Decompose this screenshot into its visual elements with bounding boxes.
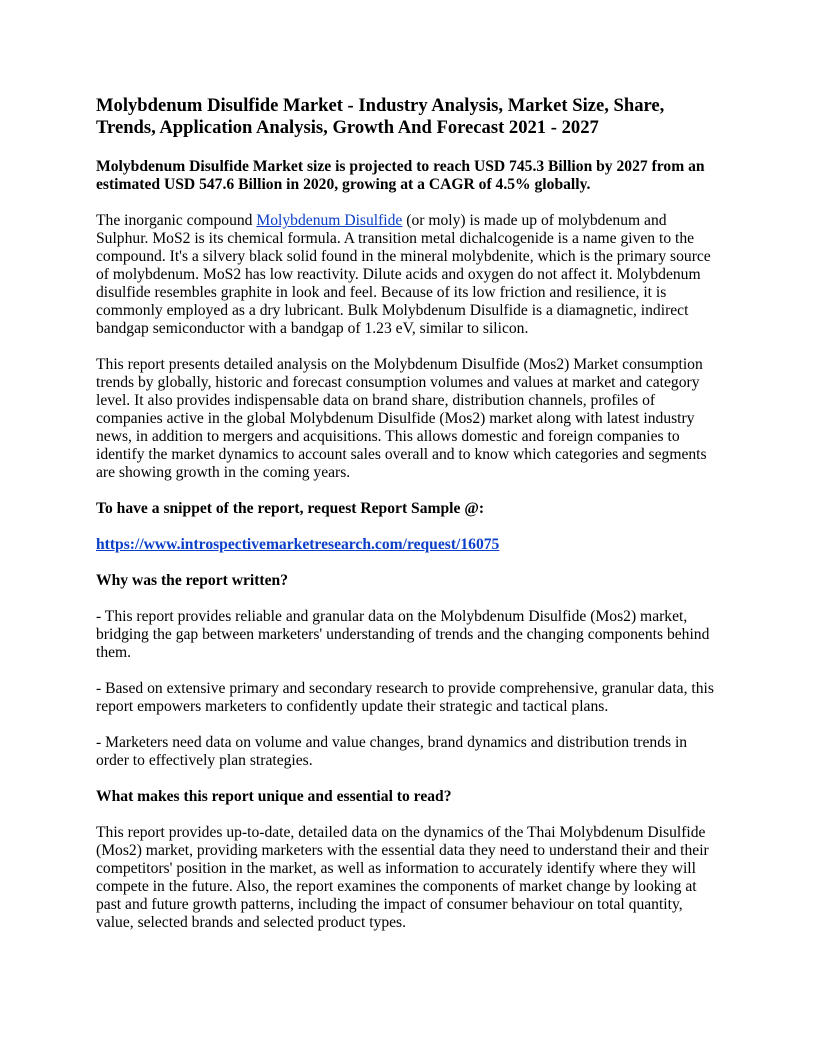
sample-heading: To have a snippet of the report, request Report Sample @: <box>96 500 485 517</box>
why-point: - This report provides reliable and granular data on the Molybdenum Disulfide (Mos2) market, bridging the gap between marketers' understanding of trends and the changing components behind them. <box>96 608 710 661</box>
molybdenum-disulfide-link[interactable]: Molybdenum Disulfide <box>256 212 403 229</box>
intro-before-link: The inorganic compound <box>96 212 257 229</box>
why-heading: Why was the report written? <box>96 572 289 589</box>
why-point: - Marketers need data on volume and value changes, brand dynamics and distribution trends in order to effectively plan strategies. <box>96 734 688 769</box>
why-point: - Based on extensive primary and secondary research to provide comprehensive, granular data, this report empowers marketers to confidently update their strategic and tactical plans. <box>96 680 714 715</box>
unique-heading: What makes this report unique and essential to read? <box>96 788 452 805</box>
document-title: Molybdenum Disulfide Market - Industry Analysis, Market Size, Share, Trends, Application Analysis, Growth And Forecast 2021 - 2027 <box>96 95 665 138</box>
document-page <box>96 95 722 950</box>
intro-after-link: (or moly) is made up of molybdenum and Sulphur. MoS2 is its chemical formula. A transition metal dichalcogenide is a name given to the compound. It's a silvery black solid found in the mineral molybdenite, which is the primary source of molybdenum. MoS2 has low reactivity. Dilute acids and oxygen do not affect it. Molybdenum disulfide resembles graphite in look and feel. Because of its low friction and resilience, it is commonly employed as a dry lubricant. Bulk Molybdenum Disulfide is a diamagnetic, indirect bandgap semiconductor with a bandgap of 1.23 eV, similar to silicon. <box>96 212 711 337</box>
report-sample-link[interactable]: https://www.introspectivemarketresearch.com/request/16075 <box>96 536 500 553</box>
unique-paragraph: This report provides up-to-date, detailed data on the dynamics of the Thai Molybdenum Disulfide (Mos2) market, providing marketers with the essential data they need to understand their and their competitors' position in the market, as well as information to accurately identify where they will compete in the future. Also, the report examines the components of market change by looking at past and future growth patterns, including the impact of consumer behaviour on total quantity, value, selected brands and selected product types. <box>96 824 709 931</box>
report-paragraph: This report presents detailed analysis on the Molybdenum Disulfide (Mos2) Market consumption trends by globally, historic and forecast consumption volumes and values at market and category level. It also provides indispensable data on brand share, distribution channels, profiles of companies active in the global Molybdenum Disulfide (Mos2) market along with latest industry news, in addition to mergers and acquisitions. This allows domestic and foreign companies to identify the market dynamics to account sales overall and to know which categories and segments are showing growth in the coming years. <box>96 356 707 481</box>
intro-paragraph <box>96 212 722 338</box>
market-summary: Molybdenum Disulfide Market size is projected to reach USD 745.3 Billion by 2027 from an estimated USD 547.6 Billion in 2020, growing at a CAGR of 4.5% globally. <box>96 158 705 193</box>
sample-link-paragraph <box>96 536 722 554</box>
